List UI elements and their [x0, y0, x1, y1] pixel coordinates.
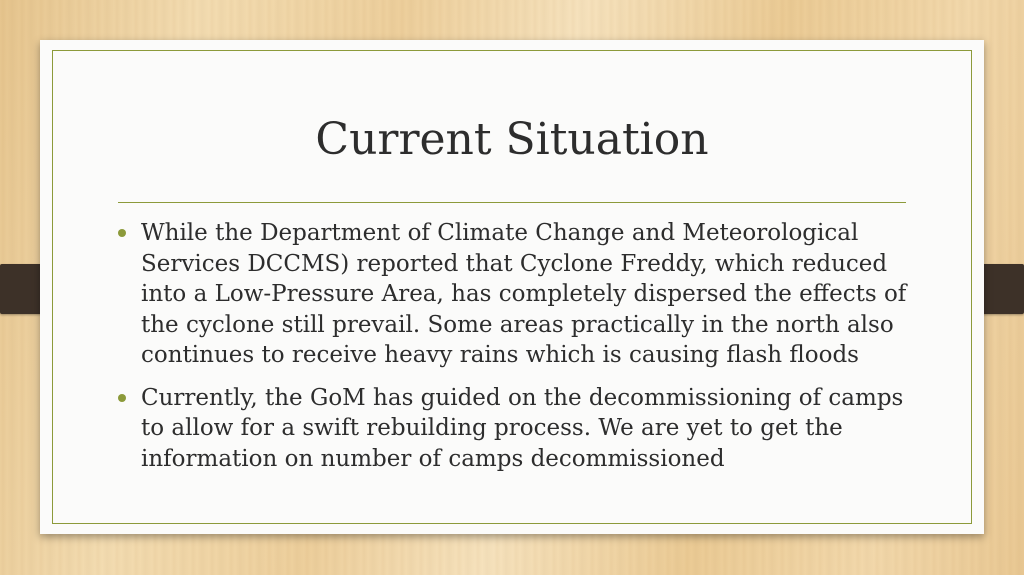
bullet-dot-icon [118, 229, 126, 237]
bullet-item [118, 218, 918, 371]
bullet-list [118, 218, 918, 486]
bullet-item [118, 383, 918, 475]
bullet-text: While the Department of Climate Change and Meteorological Services DCCMS) reported that Cyclone Freddy, which reduced into a Low-Pressure Area, has completely dispersed the effects of the cyclone still prevail. Some areas practically in the north also continues to receive heavy rains which is causing flash floods [141, 220, 907, 368]
bullet-text: Currently, the GoM has guided on the decommissioning of camps to allow for a swift rebuilding process. We are yet to get the information on number of camps decommissioned [141, 384, 904, 472]
slide-card [40, 40, 984, 534]
slide-title: Current Situation [315, 114, 709, 165]
bullet-dot-icon [118, 394, 126, 402]
title-divider [118, 202, 906, 203]
